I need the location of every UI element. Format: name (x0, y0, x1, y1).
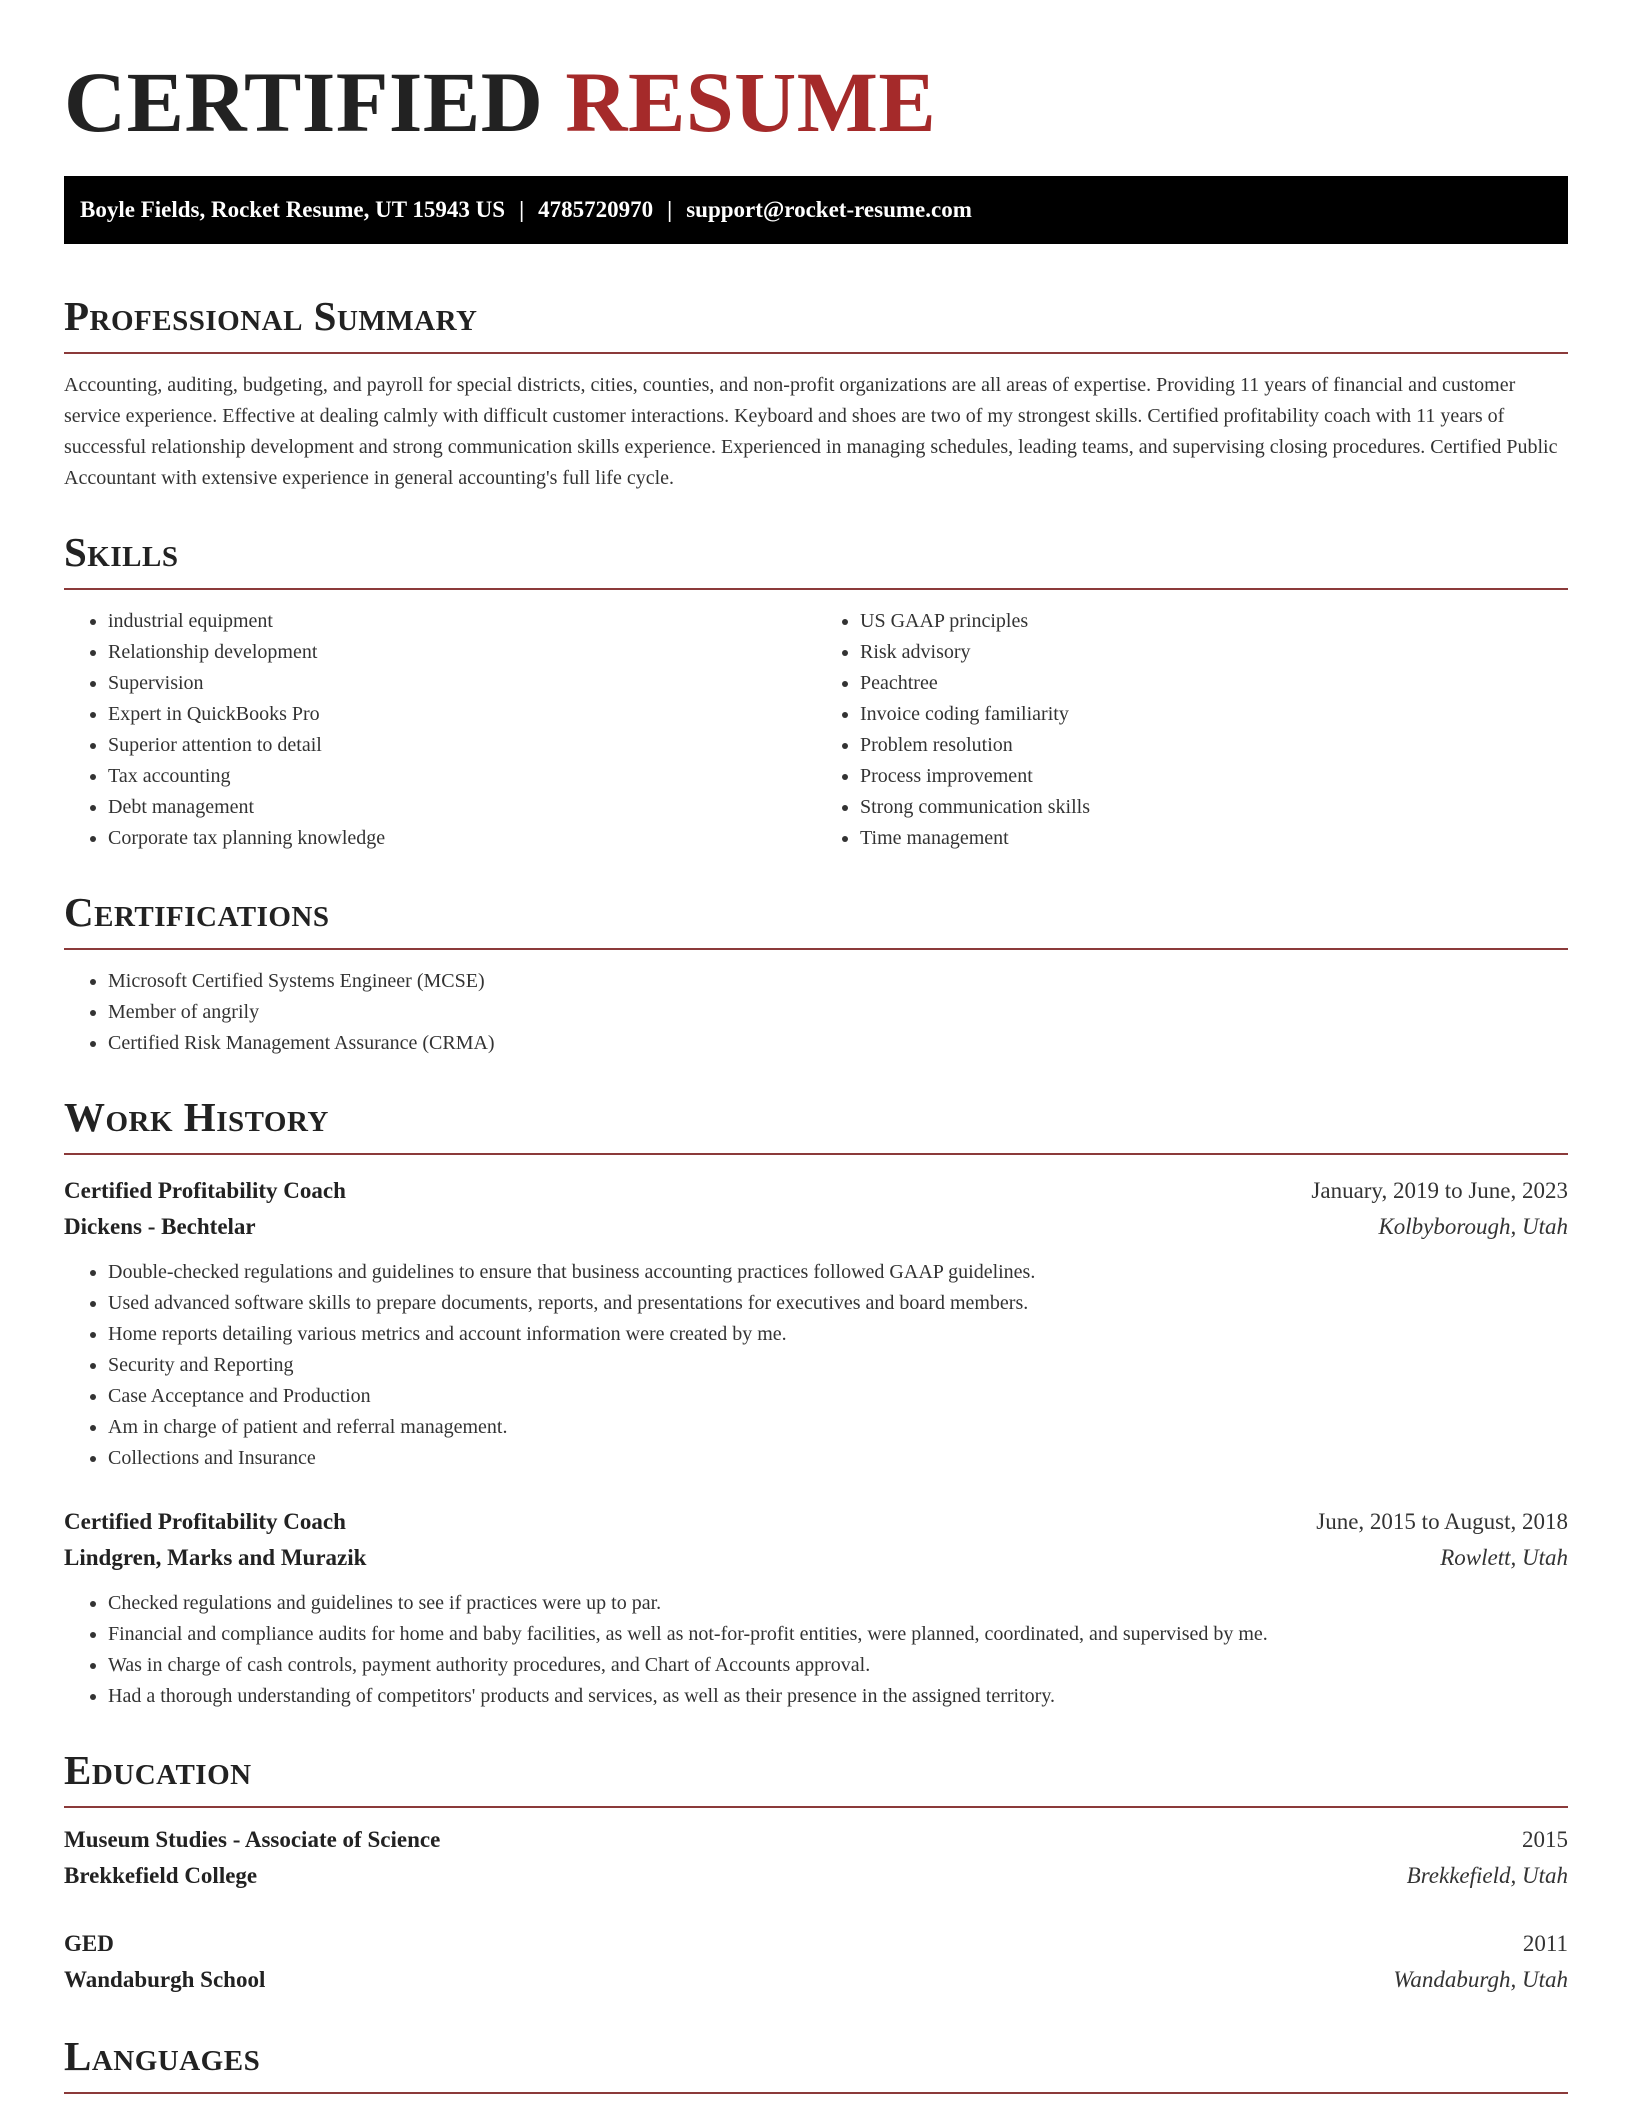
job-dates: January, 2019 to June, 2023 (1311, 1178, 1568, 1203)
skill-item: • Debt management (108, 792, 816, 823)
section-title: Skills (64, 529, 179, 575)
languages-section (64, 2028, 1568, 2094)
education-degree: Museum Studies - Associate of Science (64, 1827, 441, 1852)
education-entry (64, 1822, 1568, 1894)
contact-email[interactable]: support@rocket-resume.com (686, 197, 972, 222)
section-title: Certifications (64, 889, 330, 935)
education-degree-row (64, 1822, 1568, 1858)
certifications-section (64, 884, 1568, 1059)
skills-section (64, 524, 1568, 854)
resume-title (64, 52, 1568, 152)
contact-separator: | (519, 197, 525, 222)
job-duties-list (64, 1257, 1568, 1474)
education-degree: GED (64, 1931, 114, 1956)
education-school-row (64, 1962, 1568, 1998)
title-main: CERTIFIED (64, 54, 544, 150)
summary-section (64, 288, 1568, 494)
contact-bar (64, 176, 1568, 244)
job-duty: • Home reports detailing various metrics and account information were created by me. (108, 1319, 1568, 1350)
skill-item: • Peachtree (860, 668, 1568, 699)
job-company-row (64, 1209, 1568, 1245)
job-duty: • Case Acceptance and Production (108, 1381, 1568, 1412)
job-duty: • Was in charge of cash controls, payment authority procedures, and Chart of Accounts approval. (108, 1650, 1568, 1681)
job-entry (64, 1504, 1568, 1712)
job-company: Dickens - Bechtelar (64, 1214, 256, 1239)
education-year: 2015 (1522, 1827, 1568, 1852)
job-company: Lindgren, Marks and Murazik (64, 1545, 367, 1570)
certification-item: • Microsoft Certified Systems Engineer (MCSE) (108, 966, 1568, 997)
section-divider (64, 352, 1568, 354)
education-location: Wandaburgh, Utah (1393, 1967, 1568, 1992)
job-duty: • Used advanced software skills to prepare documents, reports, and presentations for executives and board members. (108, 1288, 1568, 1319)
job-header-row (64, 1173, 1568, 1209)
job-location: Rowlett, Utah (1440, 1545, 1568, 1570)
section-title: Professional Summary (64, 293, 478, 339)
job-role: Certified Profitability Coach (64, 1178, 346, 1203)
education-year: 2011 (1522, 1931, 1568, 1956)
skill-item: • Expert in QuickBooks Pro (108, 699, 816, 730)
job-entry (64, 1173, 1568, 1474)
certifications-list (64, 966, 1568, 1059)
education-location: Brekkefield, Utah (1406, 1863, 1568, 1888)
section-title: Education (64, 1747, 252, 1793)
resume-page (64, 52, 1568, 2094)
section-divider (64, 1153, 1568, 1155)
skill-item: • Process improvement (860, 761, 1568, 792)
job-duty: • Security and Reporting (108, 1350, 1568, 1381)
skill-item: • Superior attention to detail (108, 730, 816, 761)
work-history-section (64, 1089, 1568, 1712)
job-location: Kolbyborough, Utah (1378, 1214, 1568, 1239)
summary-text: Accounting, auditing, budgeting, and payroll for special districts, cities, counties, and non-profit organizations are all areas of expertise. Providing 11 years of financial and customer service experience. Effective at dealing calmly with difficult customer interactions. Keyboard and shoes are two of my strongest skills. Certified profitability coach with 11 years of successful relationship development and strong communication skills experience. Experienced in managing schedules, leading teams, and supervising closing procedures. Certified Public Accountant with extensive experience in general accounting's full life cycle. (64, 374, 1558, 489)
certification-item: • Certified Risk Management Assurance (CRMA) (108, 1028, 1568, 1059)
job-duties-list (64, 1588, 1568, 1712)
skills-grid (64, 590, 1568, 854)
section-divider (64, 1806, 1568, 1808)
skill-item: • US GAAP principles (860, 606, 1568, 637)
job-duty: • Financial and compliance audits for home and baby facilities, as well as not-for-profit entities, were planned, coordinated, and supervised by me. (108, 1619, 1568, 1650)
job-company-row (64, 1540, 1568, 1576)
contact-phone[interactable]: 4785720970 (538, 197, 654, 222)
job-duty: • Checked regulations and guidelines to see if practices were up to par. (108, 1588, 1568, 1619)
skill-item: • Corporate tax planning knowledge (108, 823, 816, 854)
education-entry (64, 1926, 1568, 1998)
skill-item: • Time management (860, 823, 1568, 854)
job-duty: • Collections and Insurance (108, 1443, 1568, 1474)
certification-item: • Member of angrily (108, 997, 1568, 1028)
skill-item: • Strong communication skills (860, 792, 1568, 823)
skill-item: • Supervision (108, 668, 816, 699)
skill-item: • Problem resolution (860, 730, 1568, 761)
section-title: Work History (64, 1094, 329, 1140)
job-dates: June, 2015 to August, 2018 (1316, 1509, 1568, 1534)
contact-address: Boyle Fields, Rocket Resume, UT 15943 US (80, 197, 506, 222)
job-role: Certified Profitability Coach (64, 1509, 346, 1534)
skill-item: • Invoice coding familiarity (860, 699, 1568, 730)
job-duty: • Double-checked regulations and guidelines to ensure that business accounting practices followed GAAP guidelines. (108, 1257, 1568, 1288)
title-accent: RESUME (565, 54, 937, 150)
job-header-row (64, 1504, 1568, 1540)
education-degree-row (64, 1926, 1568, 1962)
contact-separator: | (667, 197, 673, 222)
section-divider (64, 2092, 1568, 2094)
skills-list-right (816, 606, 1568, 854)
education-school: Brekkefield College (64, 1863, 258, 1888)
education-school-row (64, 1858, 1568, 1894)
job-duty: • Am in charge of patient and referral management. (108, 1412, 1568, 1443)
skill-item: • Tax accounting (108, 761, 816, 792)
job-duty: • Had a thorough understanding of competitors' products and services, as well as their presence in the assigned territory. (108, 1681, 1568, 1712)
skill-item: • Risk advisory (860, 637, 1568, 668)
education-school: Wandaburgh School (64, 1967, 266, 1992)
skill-item: • Relationship development (108, 637, 816, 668)
skill-item: • industrial equipment (108, 606, 816, 637)
section-title: Languages (64, 2033, 261, 2079)
skills-list-left (64, 606, 816, 854)
section-divider (64, 948, 1568, 950)
education-section (64, 1742, 1568, 1998)
